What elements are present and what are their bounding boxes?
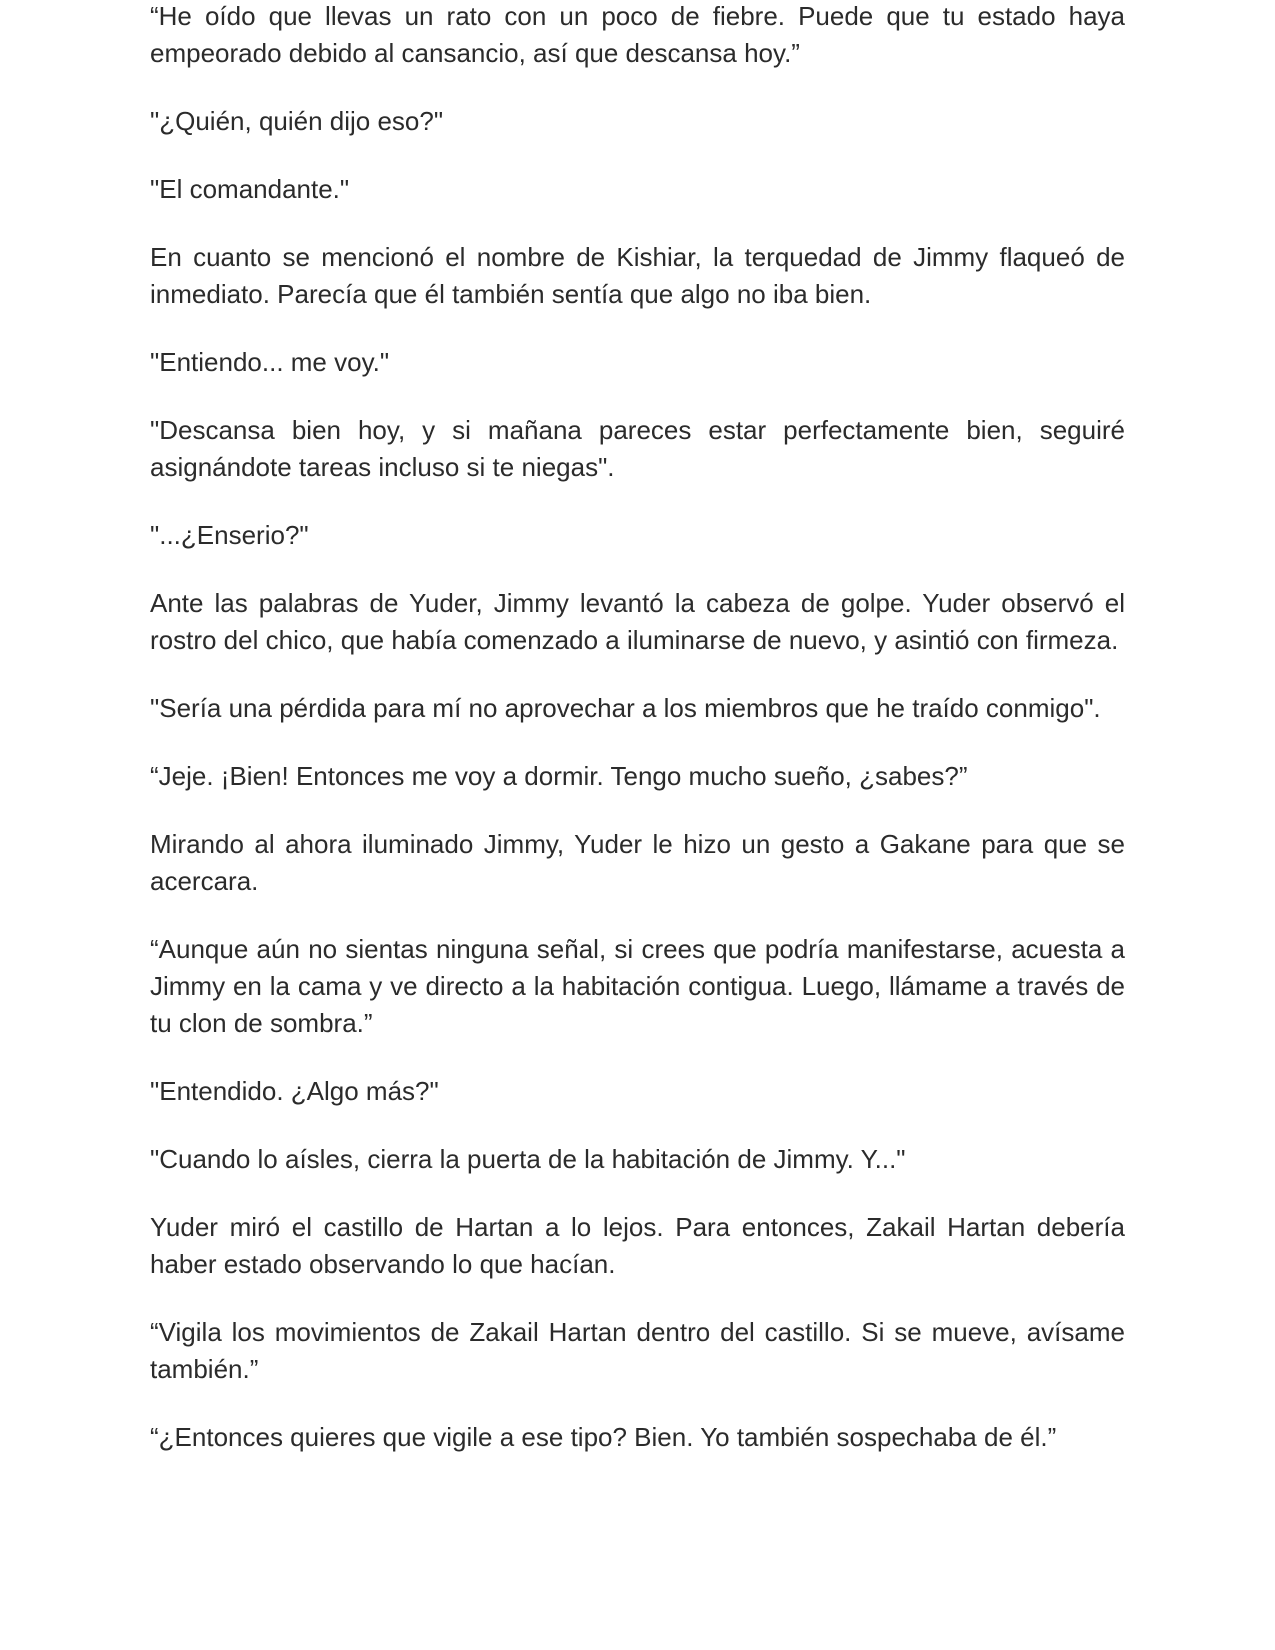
paragraph: Yuder miró el castillo de Hartan a lo lejos. Para entonces, Zakail Hartan debería haber estado observando lo que hacían. xyxy=(150,1212,1125,1279)
paragraph: En cuanto se mencionó el nombre de Kishiar, la terquedad de Jimmy flaqueó de inmediato. Parecía que él también sentía que algo no iba bien. xyxy=(150,242,1125,309)
paragraph: "Cuando lo aísles, cierra la puerta de la habitación de Jimmy. Y..." xyxy=(150,1144,906,1174)
paragraph: "...¿Enserio?" xyxy=(150,520,309,550)
paragraph: "¿Quién, quién dijo eso?" xyxy=(150,106,444,136)
document-page xyxy=(150,0,1125,1487)
paragraph: Ante las palabras de Yuder, Jimmy levantó la cabeza de golpe. Yuder observó el rostro del chico, que había comenzado a iluminarse de nuevo, y asintió con firmeza. xyxy=(150,588,1125,655)
paragraph: "Sería una pérdida para mí no aprovechar a los miembros que he traído conmigo". xyxy=(150,693,1101,723)
paragraph: “¿Entonces quieres que vigile a ese tipo? Bien. Yo también sospechaba de él.” xyxy=(150,1422,1057,1452)
paragraph: "Entendido. ¿Algo más?" xyxy=(150,1076,439,1106)
paragraph: "Descansa bien hoy, y si mañana pareces estar perfectamente bien, seguiré asignándote tareas incluso si te niegas". xyxy=(150,415,1125,482)
paragraph: "Entiendo... me voy." xyxy=(150,347,390,377)
paragraph: "El comandante." xyxy=(150,174,350,204)
paragraph: “Jeje. ¡Bien! Entonces me voy a dormir. Tengo mucho sueño, ¿sabes?” xyxy=(150,761,968,791)
paragraph: Mirando al ahora iluminado Jimmy, Yuder le hizo un gesto a Gakane para que se acercara. xyxy=(150,829,1125,896)
paragraph: “Aunque aún no sientas ninguna señal, si crees que podría manifestarse, acuesta a Jimmy en la cama y ve directo a la habitación contigua. Luego, llámame a través de tu clon de sombra.” xyxy=(150,934,1125,1038)
paragraph: “He oído que llevas un rato con un poco de fiebre. Puede que tu estado haya empeorado debido al cansancio, así que descansa hoy.” xyxy=(150,1,1125,68)
paragraph: “Vigila los movimientos de Zakail Hartan dentro del castillo. Si se mueve, avísame también.” xyxy=(150,1317,1125,1384)
